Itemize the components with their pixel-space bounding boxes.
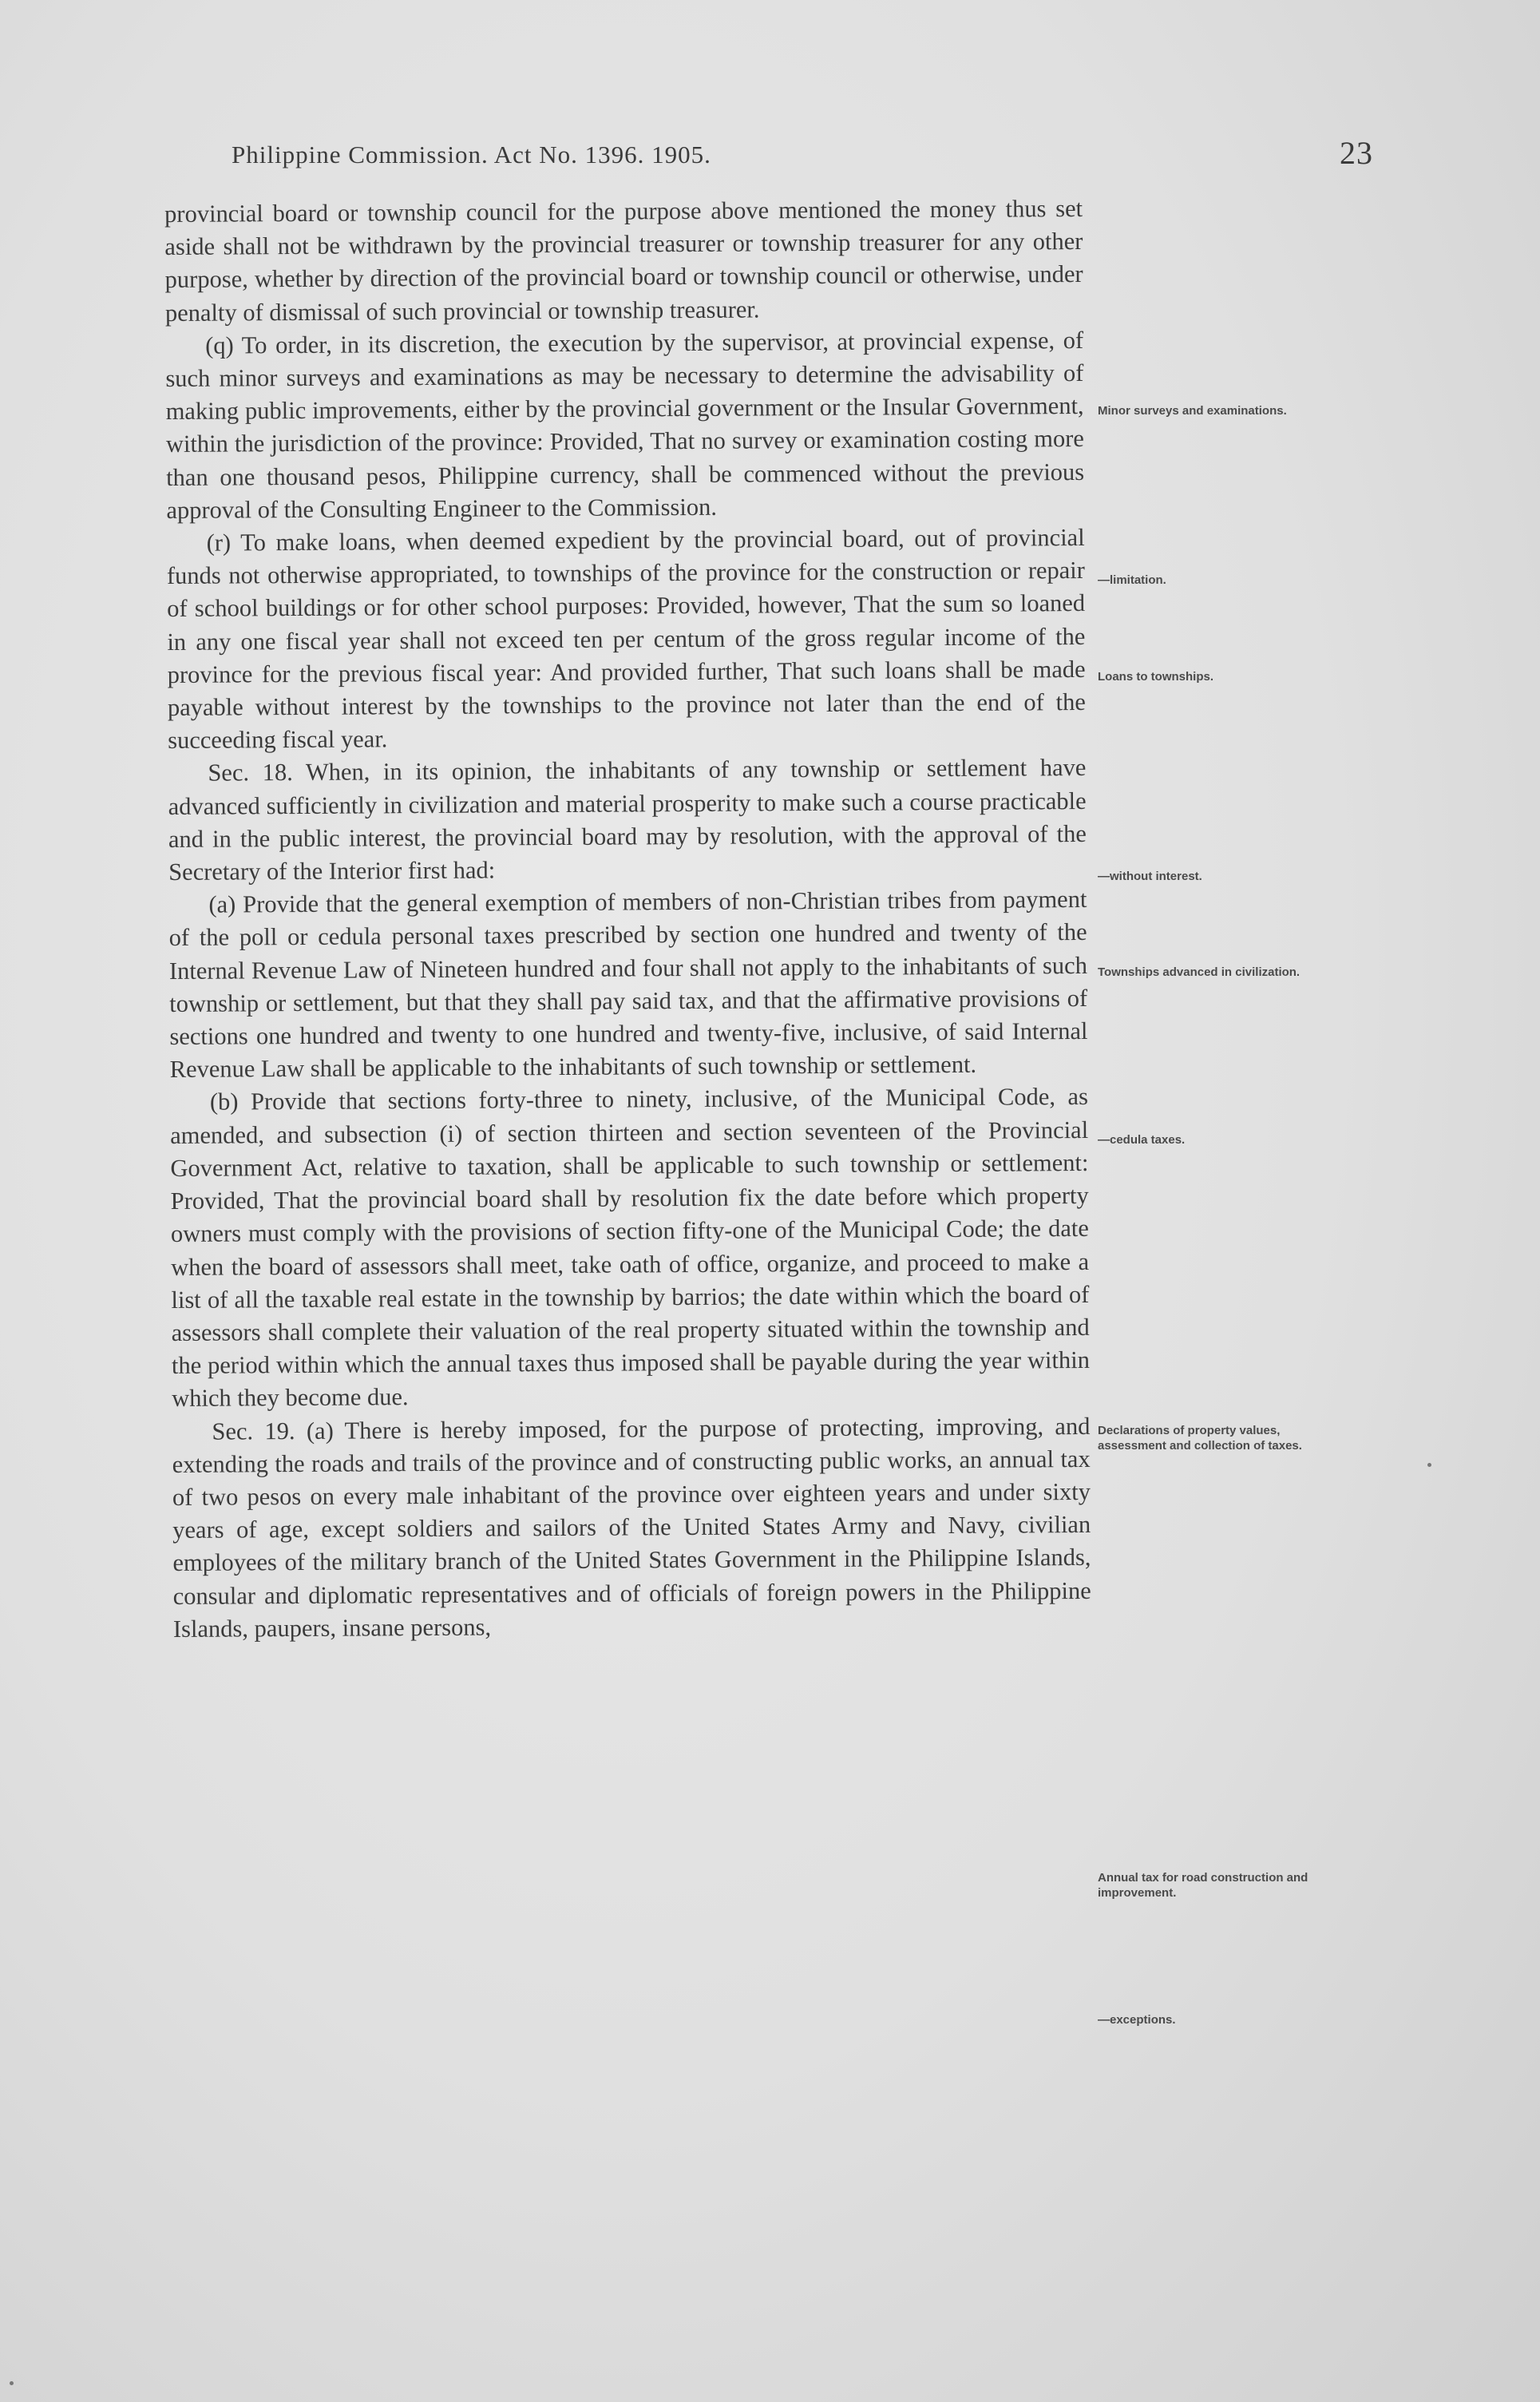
paragraph-continuation: provincial board or township council for the purpose above mentioned the money thus set aside shall not be withdrawn by the provincial treasurer or township treasurer for any other purpose, whether by direction of the provincial board or township council or otherwise, under penalty of dismissal of such provincial or township treasurer. — [164, 194, 1083, 327]
paper-speck — [1427, 1463, 1431, 1467]
paragraph-section-19: Sec. 19. (a) There is hereby imposed, for the purpose of protecting, improving, and extending the roads and trails of the province and of constructing public works, an annual tax of two pesos on every male inhabitant of the province over eighteen years and under sixty years of age, except soldiers and sailors of the United States Army and Navy, civilian employees of the military branch of the United States Government in the Philippine Islands, consular and diplomatic representatives and of officials of foreign powers in the Philippine Islands, paupers, insane persons, — [172, 1412, 1091, 1643]
paragraph-q-minor-surveys: (q) To order, in its discretion, the execution by the supervisor, at provincial expense, of such minor surveys and examinations as may be necessary to determine the advisability of making public improvements, either by the provincial government or the Insular Government, within the jurisdiction of the province: Provided, That no survey or examination costing more than one thousand pesos, Philippine currency, shall be commenced without the previous approval of the Consulting Engineer to the Commission. — [165, 326, 1085, 524]
running-head: Philippine Commission. Act No. 1396. 1905. — [232, 141, 711, 168]
paragraph-b-taxation: (b) Provide that sections forty-three to ninety, inclusive, of the Municipal Code, as amended, and subsection (i) of section thirteen and section seventeen of the Provincial Government Act, relative to taxation, shall be applicable to such township or settlement: Provided, That the provincial board shall by resolution fix the date before which property owners must comply with the provisions of section fifty-one of the Municipal Code; the date when the board of assessors shall meet, take oath of office, organize, and proceed to make a list of all the taxable real estate in the township by barrios; the date within which the board of assessors shall complete their valuation of the real property situated within the township and the period within which the annual taxes thus imposed shall be payable during the year within which they become due. — [170, 1083, 1091, 1413]
body-text — [164, 192, 1091, 1646]
page-number: 23 — [1340, 135, 1373, 171]
margin-note-annual-tax: Annual tax for road construction and improvement. — [1098, 1871, 1308, 1900]
margin-note-townships-advanced: Townships advanced in civilization. — [1098, 965, 1300, 979]
margin-note-loans: Loans to townships. — [1098, 670, 1213, 684]
paper-speck — [10, 2381, 14, 2385]
margin-note-exceptions: —exceptions. — [1098, 2013, 1176, 2027]
margin-note-without-interest: —without interest. — [1098, 870, 1202, 883]
page-header — [232, 134, 1373, 182]
margin-note-minor-surveys: Minor surveys and examinations. — [1098, 404, 1287, 418]
paragraph-section-18: Sec. 18. When, in its opinion, the inhabitants of any township or settlement have advanced sufficiently in civilization and material prosperity to make such a course practicable and in the public interest, the provincial board may by resolution, with the approval of the Secretary of the Interior first had: — [168, 754, 1087, 886]
margin-note-declarations: Declarations of property values, assessment and collection of taxes. — [1098, 1424, 1302, 1453]
margin-note-cedula-taxes: —cedula taxes. — [1098, 1133, 1186, 1147]
paragraph-a-cedula: (a) Provide that the general exemption of members of non-Christian tribes from payment of the poll or cedula personal taxes prescribed by section one hundred and twenty of the Internal Revenue Law of Nineteen hundred and four shall not apply to the inhabitants of such township or settlement, but that they shall pay said tax, and that the affirmative provisions of sections one hundred and twenty to one hundred and twenty-five, inclusive, of said Internal Revenue Law shall be applicable to the inhabitants of such township or settlement. — [168, 886, 1088, 1084]
paragraph-r-loans: (r) To make loans, when deemed expedient by the provincial board, out of provincial funds not otherwise appropriated, to townships of the province for the construction or repair of school buildings or for other school purposes: Provided, however, That the sum so loaned in any one fiscal year shall not exceed ten per centum of the gross regular income of the province for the previous fiscal year: And provided further, That such loans shall be made payable without interest by the townships to the province not later than the end of the succeeding fiscal year. — [166, 523, 1086, 755]
margin-note-limitation: —limitation. — [1098, 573, 1166, 587]
